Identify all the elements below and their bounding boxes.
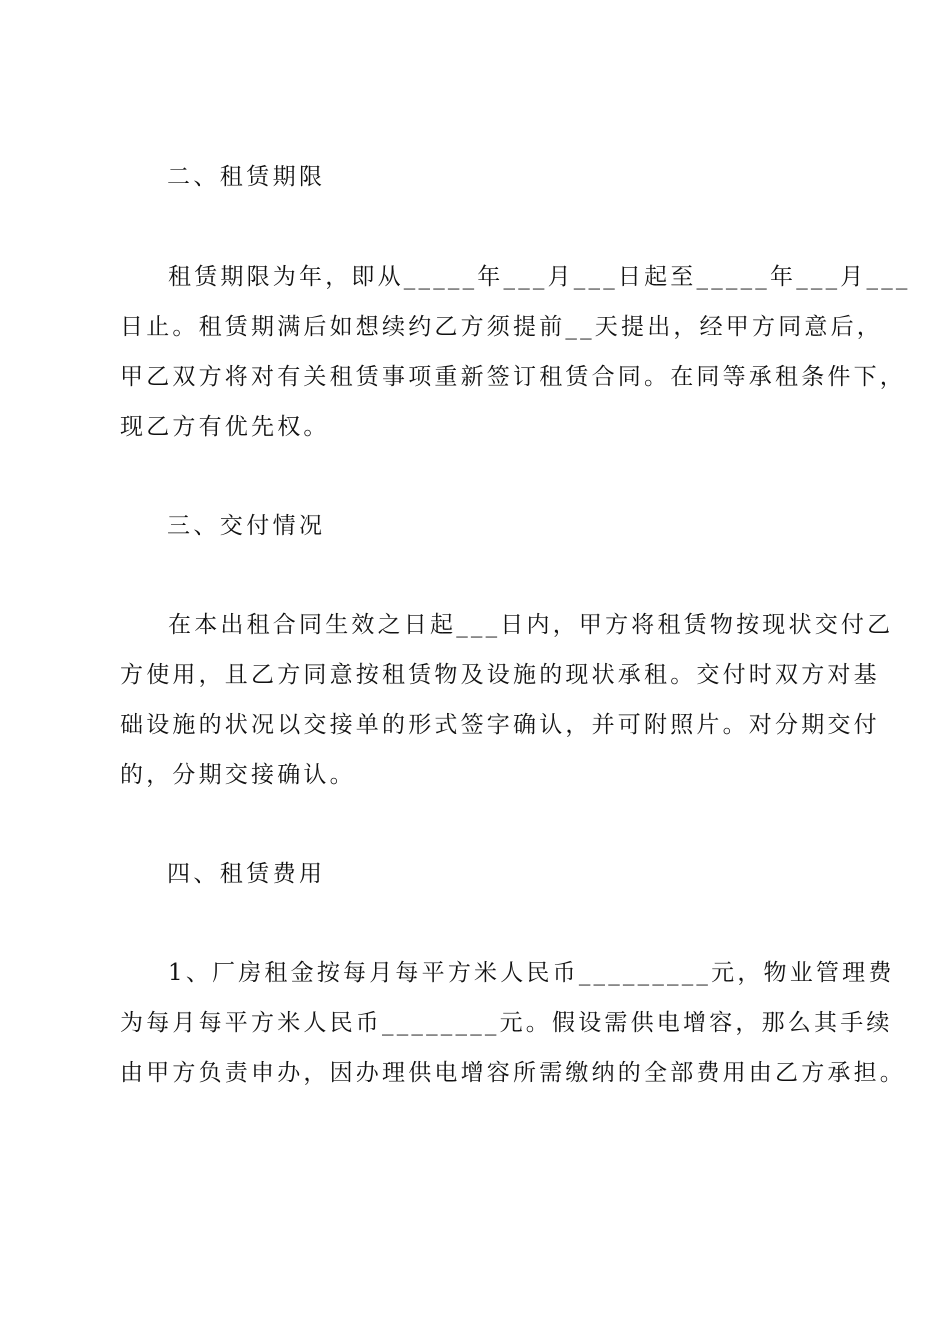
paragraph-line: 方使用，且乙方同意按租赁物及设施的现状承租。交付时双方对基 [120, 662, 880, 688]
paragraph-line: 租赁期限为年，即从_____年___月___日起至_____年___月___ [168, 264, 911, 290]
section-heading-lease-term: 二、租赁期限 [167, 164, 326, 190]
section-heading-delivery: 三、交付情况 [167, 513, 326, 539]
paragraph-line: 为每月每平方米人民币________元。假设需供电增容，那么其手续 [120, 1010, 893, 1036]
paragraph-line: 的，分期交接确认。 [120, 762, 356, 788]
paragraph-line: 1、厂房租金按每月每平方米人民币_________元，物业管理费 [168, 960, 895, 986]
paragraph-line: 日止。租赁期满后如想续约乙方须提前__天提出，经甲方同意后， [120, 314, 883, 340]
paragraph-line: 在本出租合同生效之日起___日内，甲方将租赁物按现状交付乙 [168, 612, 894, 638]
paragraph-line: 础设施的状况以交接单的形式签字确认，并可附照片。对分期交付 [120, 712, 880, 738]
section-heading-rental-fees: 四、租赁费用 [167, 861, 326, 887]
paragraph-line: 由甲方负责申办，因办理供电增容所需缴纳的全部费用由乙方承担。 [120, 1060, 906, 1086]
paragraph-line: 甲乙双方将对有关租赁事项重新签订租赁合同。在同等承租条件下， [120, 364, 906, 390]
paragraph-line: 现乙方有优先权。 [120, 414, 330, 440]
